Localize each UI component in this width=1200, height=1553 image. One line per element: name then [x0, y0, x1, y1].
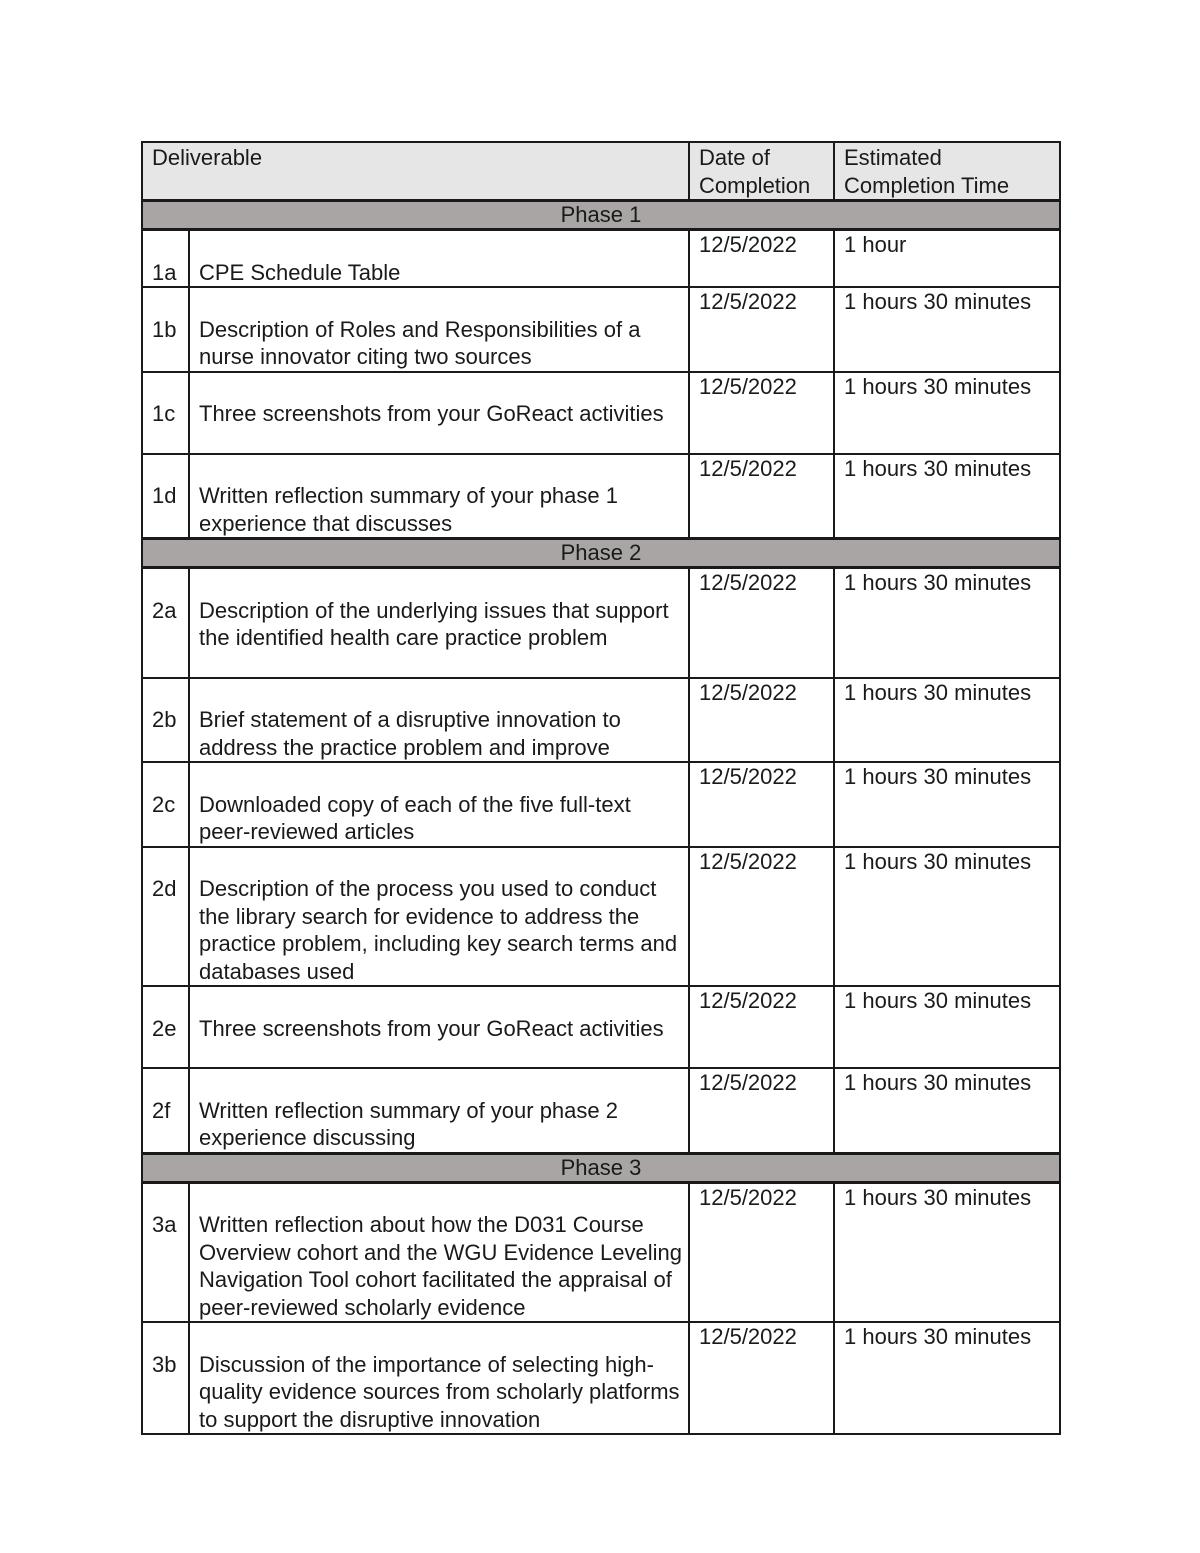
- deliverable-id: 1a: [142, 230, 189, 288]
- table-row: [142, 230, 1060, 288]
- estimated-completion-time: 1 hours 30 minutes: [834, 287, 1060, 372]
- deliverable-id: 3a: [142, 1182, 189, 1322]
- deliverable-description: Written reflection summary of your phase 1 experience that discusses: [189, 454, 689, 539]
- table-row: [142, 678, 1060, 763]
- phase-label: Phase 3: [142, 1153, 1060, 1182]
- date-of-completion: 12/5/2022: [689, 678, 834, 763]
- date-of-completion: 12/5/2022: [689, 847, 834, 987]
- date-of-completion: 12/5/2022: [689, 372, 834, 454]
- deliverable-id: 2b: [142, 678, 189, 763]
- table-header-row: [142, 142, 1060, 201]
- deliverable-description: Three screenshots from your GoReact activities: [189, 372, 689, 454]
- estimated-completion-time: 1 hours 30 minutes: [834, 762, 1060, 847]
- table-body: [142, 201, 1060, 1435]
- table-row: [142, 372, 1060, 454]
- deliverable-description: Discussion of the importance of selecting high-quality evidence sources from scholarly platforms to support the disruptive innovation: [189, 1322, 689, 1434]
- phase-row: [142, 539, 1060, 568]
- deliverable-id: 3b: [142, 1322, 189, 1434]
- table-row: [142, 1322, 1060, 1434]
- estimated-completion-time: 1 hours 30 minutes: [834, 1322, 1060, 1434]
- estimated-completion-time: 1 hours 30 minutes: [834, 1068, 1060, 1153]
- table-row: [142, 847, 1060, 987]
- phase-label: Phase 2: [142, 539, 1060, 568]
- deliverable-id: 2f: [142, 1068, 189, 1153]
- deliverable-description: Description of the underlying issues that support the identified health care practice problem: [189, 568, 689, 678]
- deliverable-description: Description of Roles and Responsibilities of a nurse innovator citing two sources: [189, 287, 689, 372]
- header-estimated-completion-time: Estimated Completion Time: [834, 142, 1060, 201]
- phase-row: [142, 1153, 1060, 1182]
- header-deliverable: Deliverable: [142, 142, 689, 201]
- deliverable-id: 1d: [142, 454, 189, 539]
- estimated-completion-time: 1 hours 30 minutes: [834, 986, 1060, 1068]
- table-row: [142, 287, 1060, 372]
- header-date-of-completion: Date of Completion: [689, 142, 834, 201]
- table-row: [142, 1068, 1060, 1153]
- deliverable-id: 2e: [142, 986, 189, 1068]
- estimated-completion-time: 1 hours 30 minutes: [834, 454, 1060, 539]
- estimated-completion-time: 1 hours 30 minutes: [834, 568, 1060, 678]
- phase-label: Phase 1: [142, 201, 1060, 230]
- table-row: [142, 762, 1060, 847]
- phase-row: [142, 201, 1060, 230]
- deliverable-description: Three screenshots from your GoReact activities: [189, 986, 689, 1068]
- estimated-completion-time: 1 hours 30 minutes: [834, 847, 1060, 987]
- table-row: [142, 986, 1060, 1068]
- date-of-completion: 12/5/2022: [689, 762, 834, 847]
- deliverable-description: Brief statement of a disruptive innovation to address the practice problem and improve: [189, 678, 689, 763]
- date-of-completion: 12/5/2022: [689, 1322, 834, 1434]
- deliverable-description: Description of the process you used to conduct the library search for evidence to address the practice problem, including key search terms and databases used: [189, 847, 689, 987]
- estimated-completion-time: 1 hour: [834, 230, 1060, 288]
- table-row: [142, 568, 1060, 678]
- deliverable-id: 2d: [142, 847, 189, 987]
- estimated-completion-time: 1 hours 30 minutes: [834, 678, 1060, 763]
- deliverable-id: 1b: [142, 287, 189, 372]
- date-of-completion: 12/5/2022: [689, 454, 834, 539]
- deliverable-id: 1c: [142, 372, 189, 454]
- deliverable-id: 2c: [142, 762, 189, 847]
- deliverable-description: Written reflection summary of your phase 2 experience discussing: [189, 1068, 689, 1153]
- deliverable-id: 2a: [142, 568, 189, 678]
- date-of-completion: 12/5/2022: [689, 230, 834, 288]
- deliverable-description: Written reflection about how the D031 Course Overview cohort and the WGU Evidence Leveling Navigation Tool cohort facilitated the appraisal of peer-reviewed scholarly evidence: [189, 1182, 689, 1322]
- table-row: [142, 454, 1060, 539]
- cpe-schedule-table: [141, 141, 1061, 1435]
- date-of-completion: 12/5/2022: [689, 568, 834, 678]
- deliverable-description: CPE Schedule Table: [189, 230, 689, 288]
- date-of-completion: 12/5/2022: [689, 287, 834, 372]
- estimated-completion-time: 1 hours 30 minutes: [834, 372, 1060, 454]
- estimated-completion-time: 1 hours 30 minutes: [834, 1182, 1060, 1322]
- date-of-completion: 12/5/2022: [689, 986, 834, 1068]
- table-row: [142, 1182, 1060, 1322]
- date-of-completion: 12/5/2022: [689, 1068, 834, 1153]
- date-of-completion: 12/5/2022: [689, 1182, 834, 1322]
- deliverable-description: Downloaded copy of each of the five full-text peer-reviewed articles: [189, 762, 689, 847]
